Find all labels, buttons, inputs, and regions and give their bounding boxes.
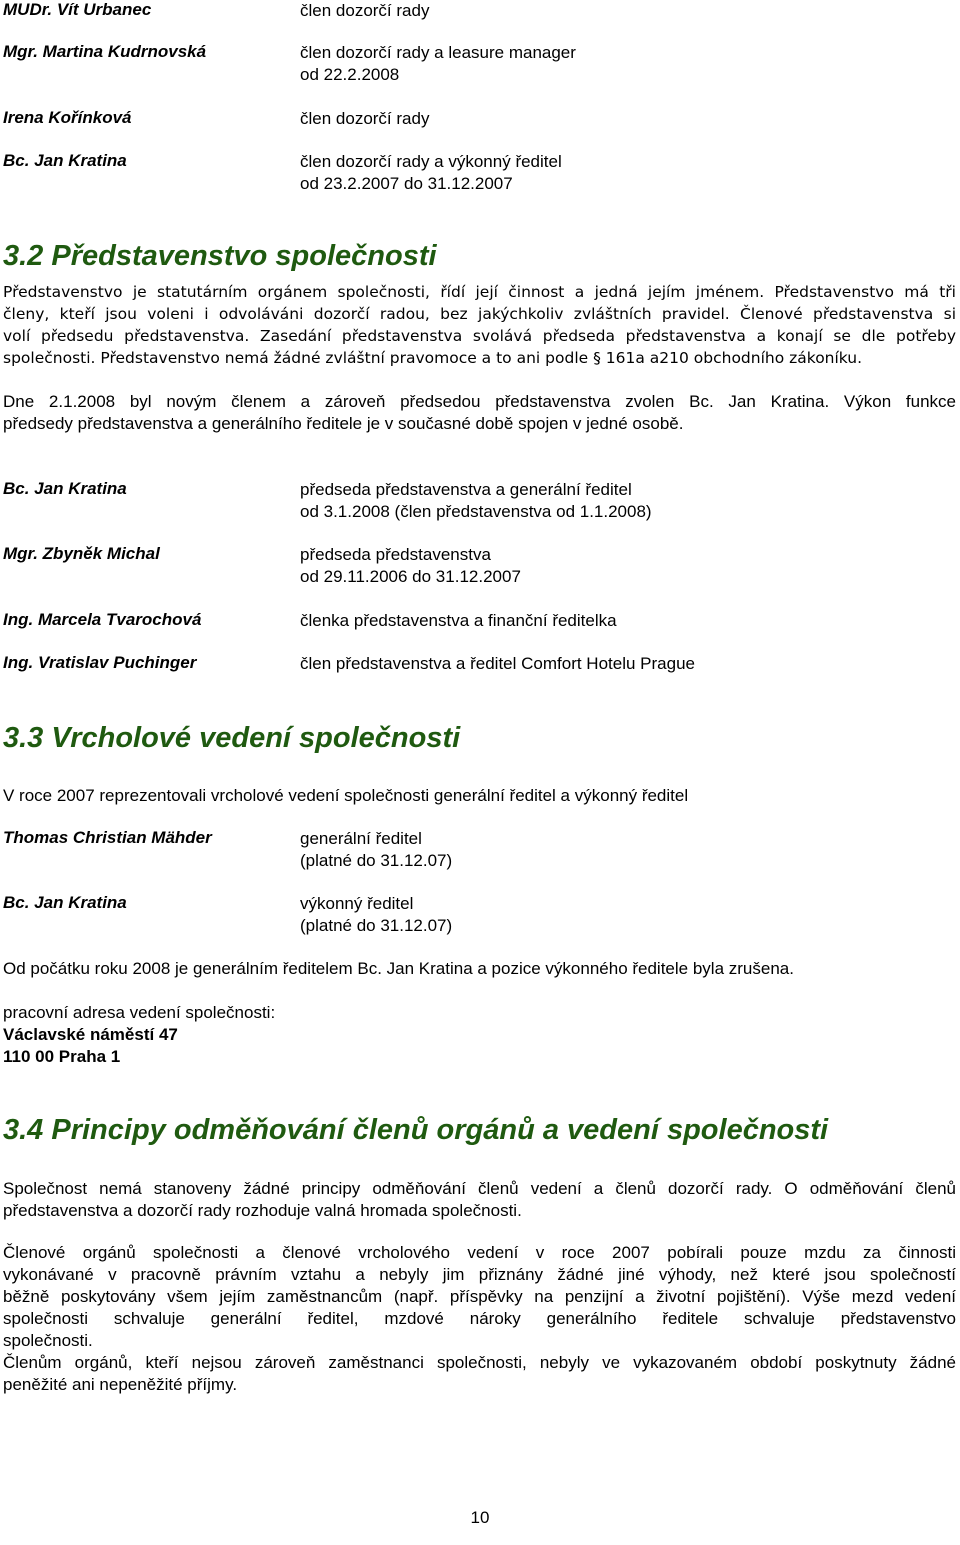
member-role: členka představenstva a finanční ředitelka — [300, 611, 617, 630]
member-name: Mgr. Martina Kudrnovská — [3, 42, 207, 61]
member-role: člen dozorčí rady a leasure manager od 22.2.2008 — [300, 43, 576, 84]
member-name: MUDr. Vít Urbanec — [3, 0, 152, 19]
member-role: člen dozorčí rady — [300, 1, 430, 20]
address-street: Václavské náměstí 47 — [3, 1025, 178, 1044]
member-name: Ing. Vratislav Puchinger — [3, 653, 197, 672]
member-role: předseda představenstva od 29.11.2006 do 31.12.2007 — [300, 545, 521, 586]
member-role: výkonný ředitel (platné do 31.12.07) — [300, 894, 453, 935]
member-role: člen představenstva a ředitel Comfort Hotelu Prague — [300, 654, 695, 673]
member-role: člen dozorčí rady a výkonný ředitel od 23.2.2007 do 31.12.2007 — [300, 152, 562, 193]
member-name: Bc. Jan Kratina — [3, 893, 127, 912]
address-label: pracovní adresa vedení společnosti: — [3, 1003, 276, 1022]
paragraph: Od počátku roku 2008 je generálním ředitelem Bc. Jan Kratina a pozice výkonného ředitele byla zrušena. — [3, 959, 794, 978]
section-heading: 3.2 Představenstvo společnosti — [3, 240, 437, 272]
member-name: Irena Kořínková — [3, 108, 132, 127]
paragraph: Členové orgánů společnosti a členové vrcholového vedení v roce 2007 pobírali pouze mzdu za činnosti vykonávané v pracovně právním vztahu a nebyly jim přiznány žádné jiné výhody, než které jsou společností běžně poskytovány všem jejím zaměstnancům (např. příspěvky na penzijní a životní pojištění). Výše mezd vedení společnosti schvaluje generální ředitel, mzdové nároky generálního ředitele schvaluje představenstvo společnosti. — [3, 1243, 956, 1350]
member-name: Bc. Jan Kratina — [3, 151, 127, 170]
page-number: 10 — [470, 1508, 490, 1527]
member-role: generální ředitel (platné do 31.12.07) — [300, 829, 453, 870]
member-name: Thomas Christian Mähder — [3, 828, 212, 847]
paragraph: V roce 2007 reprezentovali vrcholové vedení společnosti generální ředitel a výkonný ředitel — [3, 786, 689, 805]
member-role: předseda představenstva a generální ředitel od 3.1.2008 (člen představenstva od 1.1.2008) — [300, 480, 652, 521]
paragraph: Členům orgánů, kteří nejsou zároveň zaměstnanci společnosti, nebyly ve vykazovaném období poskytnuty žádné peněžité ani nepeněžité příjmy. — [3, 1353, 956, 1394]
member-name: Mgr. Zbyněk Michal — [3, 544, 160, 563]
member-role: člen dozorčí rady — [300, 109, 430, 128]
member-name: Bc. Jan Kratina — [3, 479, 127, 498]
section-heading: 3.3 Vrcholové vedení společnosti — [3, 722, 461, 754]
section-heading: 3.4 Principy odměňování členů orgánů a vedení společnosti — [3, 1114, 829, 1146]
paragraph: Dne 2.1.2008 byl novým členem a zároveň předsedou představenstva zvolen Bc. Jan Kratina. Výkon funkce předsedy představenstva a generálního ředitele je v současné době spojen v jedné osobě. — [3, 392, 956, 433]
paragraph: Představenstvo je statutárním orgánem společnosti, řídí její činnost a jedná jejím jménem. Představenstvo má tři členy, kteří jsou voleni i odvoláváni dozorčí radou, bez jakýchkoliv zvláštních pravidel. Členové představenstva si volí předsedu představenstva. Zasedání představenstva svolává předseda představenstva a konají se dle potřeby společnosti. Představenstvo nemá žádné zvláštní pravomoce a to ani podle § 161a a210 obchodního zákoníku. — [3, 283, 956, 367]
member-name: Ing. Marcela Tvarochová — [3, 610, 202, 629]
address-city: 110 00 Praha 1 — [3, 1047, 121, 1066]
paragraph: Společnost nemá stanoveny žádné principy odměňování členů vedení a členů dozorčí rady. O odměňování členů představenstva a dozorčí rady rozhoduje valná hromada společnosti. — [3, 1179, 956, 1220]
address-block — [3, 1002, 956, 1068]
